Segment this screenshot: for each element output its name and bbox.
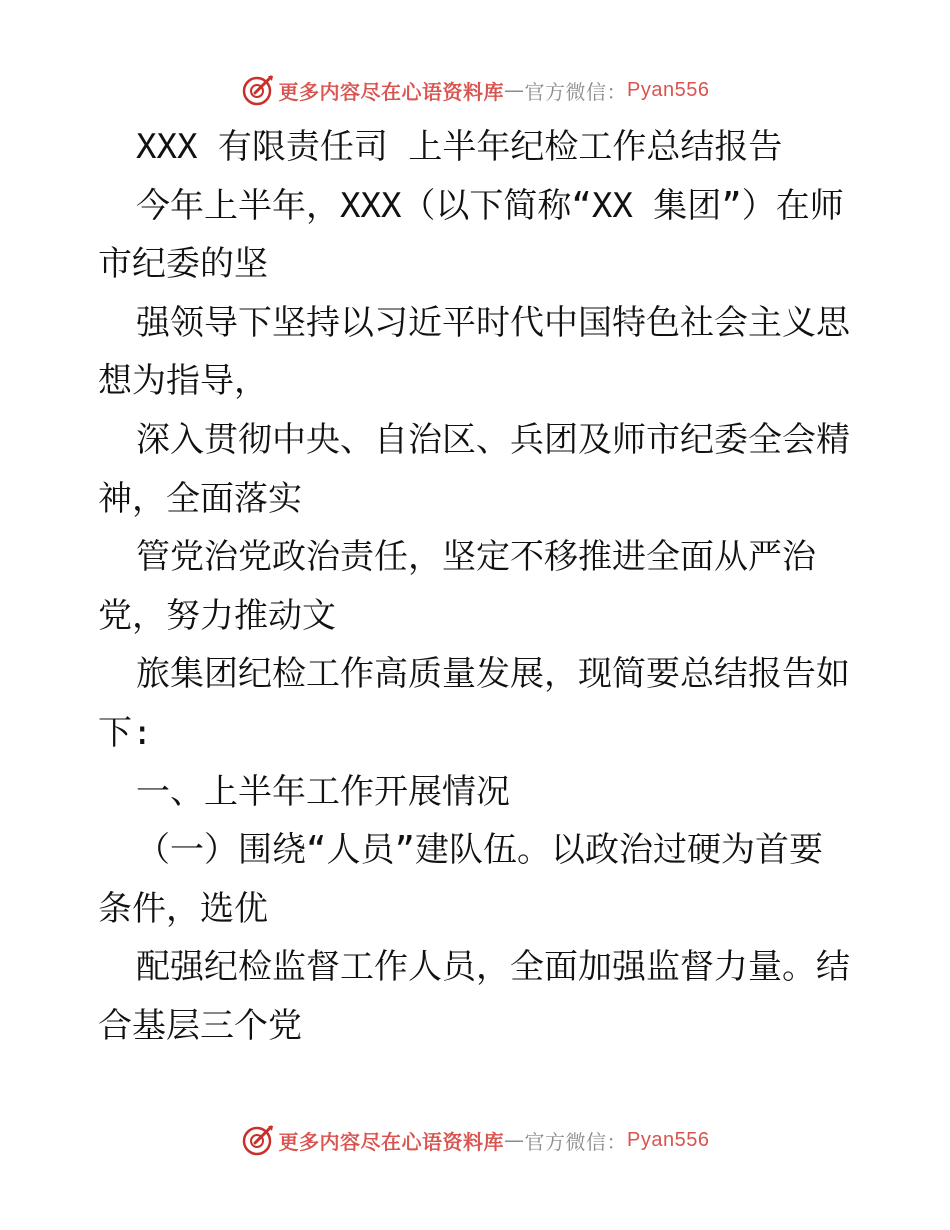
document-line: 旅集团纪检工作高质量发展，现简要总结报告如 <box>136 654 850 695</box>
document-line: 强领导下坚持以习近平时代中国特色社会主义思 <box>136 302 850 343</box>
document-line: 想为指导， <box>98 361 268 402</box>
watermark-sub-text: 官方微信： <box>524 79 628 104</box>
document-line: 合基层三个党 <box>98 1005 302 1046</box>
watermark-dash: — <box>504 1128 525 1152</box>
document-line: 神，全面落实 <box>98 478 302 519</box>
brand-logo-icon <box>241 1123 275 1157</box>
watermark-main-text: 更多内容尽在心语资料库 <box>278 79 505 104</box>
document-line: 党，努力推动文 <box>98 595 336 636</box>
watermark-main-text: 更多内容尽在心语资料库 <box>278 1129 505 1154</box>
document-line: 今年上半年，XXX（以下简称“XX 集团”）在师 <box>136 185 844 226</box>
document-line: 配强纪检监督工作人员，全面加强监督力量。结 <box>136 947 850 988</box>
watermark-id-text: Pyan556 <box>627 78 710 101</box>
watermark-sub-text: 官方微信： <box>524 1129 628 1154</box>
document-body <box>98 118 858 1056</box>
document-line: 深入贯彻中央、自治区、兵团及师市纪委全会精 <box>136 419 850 460</box>
watermark-header <box>0 70 950 110</box>
document-line: （一）围绕“人员”建队伍。以政治过硬为首要 <box>136 830 823 871</box>
document-line: 条件，选优 <box>98 888 268 929</box>
document-line: 一、上半年工作开展情况 <box>136 771 510 812</box>
watermark-footer <box>0 1120 950 1160</box>
document-line: 市纪委的坚 <box>98 244 268 285</box>
brand-logo-icon <box>241 73 275 107</box>
document-line: 下: <box>98 712 153 753</box>
document-line: 管党治党政治责任，坚定不移推进全面从严治 <box>136 537 816 578</box>
watermark-dash: — <box>504 78 525 102</box>
watermark-id-text: Pyan556 <box>627 1128 710 1151</box>
document-line: XXX 有限责任司 上半年纪检工作总结报告 <box>136 127 783 167</box>
